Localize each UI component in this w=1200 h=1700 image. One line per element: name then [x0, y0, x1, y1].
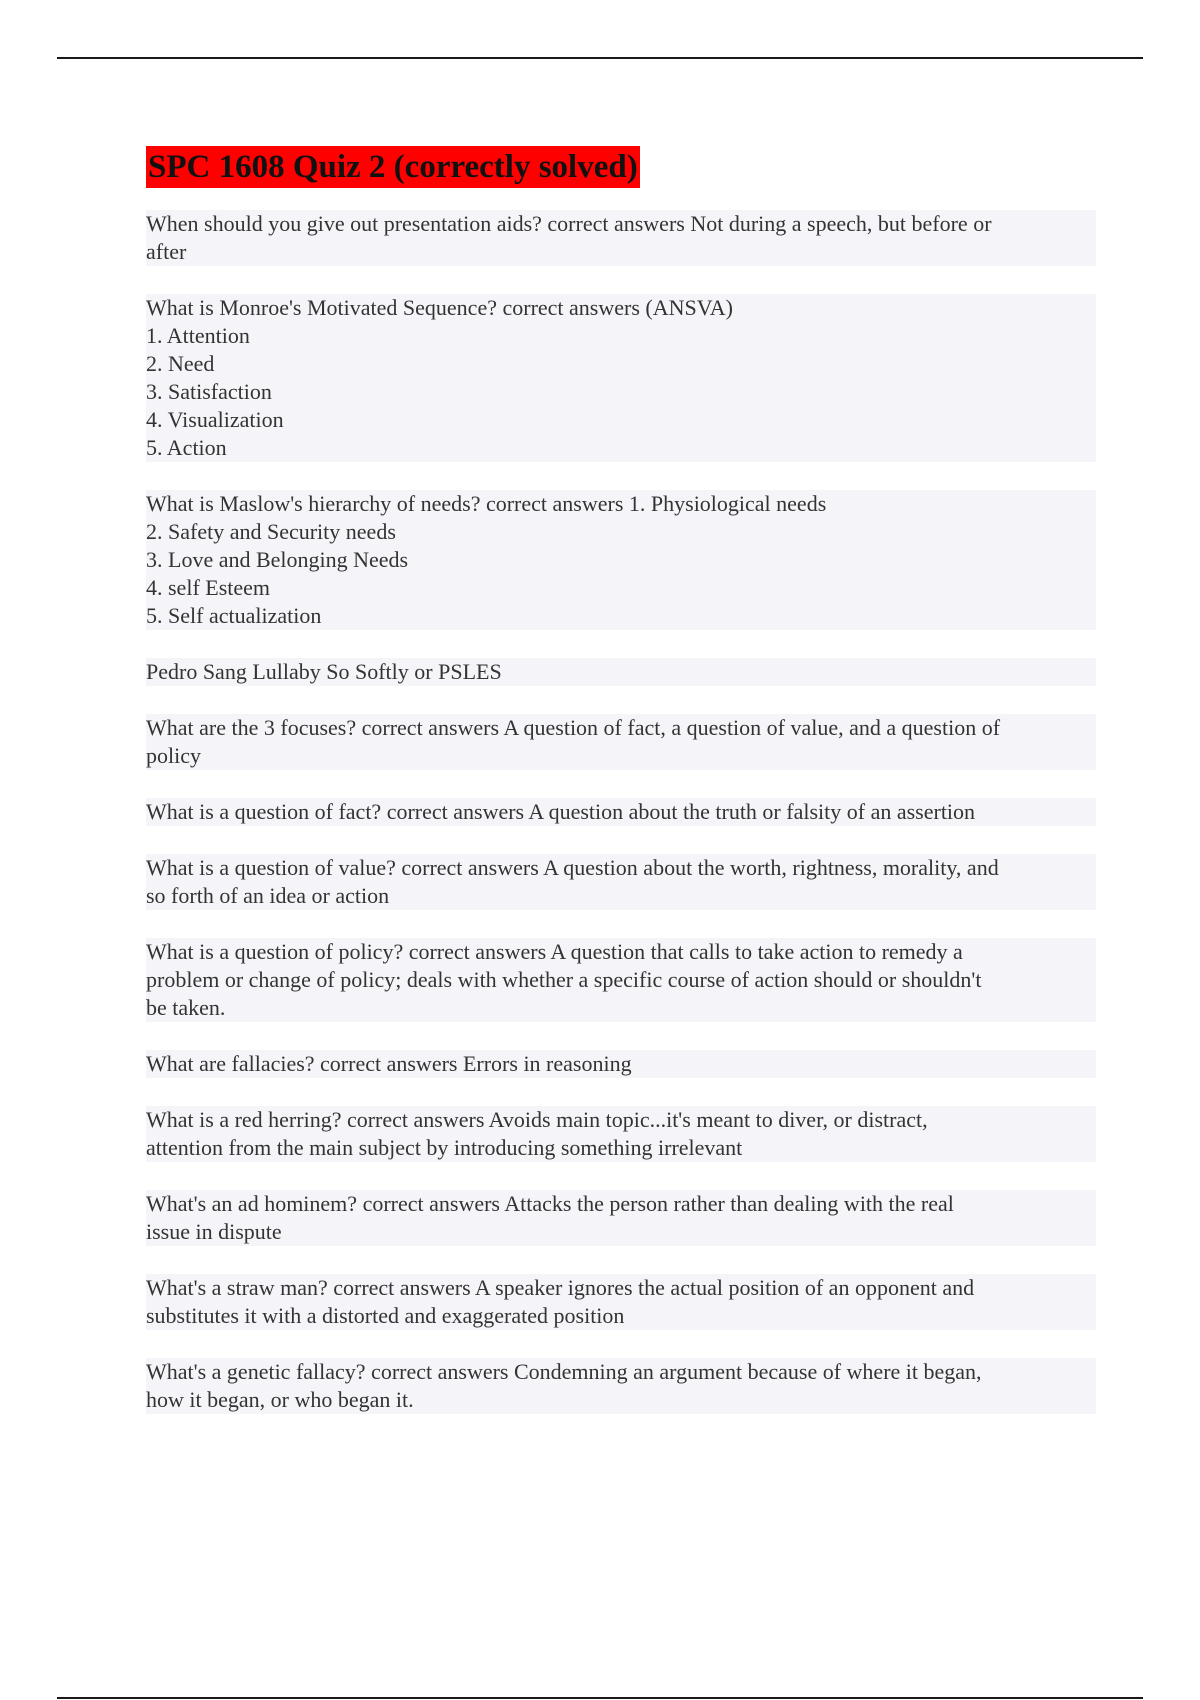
qa-line: 4. Visualization — [146, 406, 1096, 434]
qa-item — [146, 1106, 1096, 1162]
qa-line: issue in dispute — [146, 1218, 1096, 1246]
qa-line: 1. Attention — [146, 322, 1096, 350]
qa-line: 5. Action — [146, 434, 1096, 462]
qa-item — [146, 938, 1096, 1022]
qa-line: 3. Love and Belonging Needs — [146, 546, 1096, 574]
qa-line: What is a question of value? correct answers A question about the worth, rightness, morality, and — [146, 854, 1096, 882]
qa-line: so forth of an idea or action — [146, 882, 1096, 910]
qa-line: 2. Safety and Security needs — [146, 518, 1096, 546]
qa-line: problem or change of policy; deals with whether a specific course of action should or shouldn't — [146, 966, 1096, 994]
qa-item — [146, 1050, 1096, 1078]
qa-line: after — [146, 238, 1096, 266]
qa-line: be taken. — [146, 994, 1096, 1022]
qa-line: When should you give out presentation aids? correct answers Not during a speech, but before or — [146, 210, 1096, 238]
qa-item — [146, 658, 1096, 686]
qa-item — [146, 490, 1096, 630]
qa-item — [146, 854, 1096, 910]
qa-line: What is a question of fact? correct answers A question about the truth or falsity of an assertion — [146, 798, 1096, 826]
qa-list — [146, 210, 1096, 1414]
document-body — [146, 146, 1096, 1442]
qa-line: What are fallacies? correct answers Errors in reasoning — [146, 1050, 1096, 1078]
qa-line: What's a straw man? correct answers A speaker ignores the actual position of an opponent and — [146, 1274, 1096, 1302]
top-rule — [57, 57, 1143, 59]
qa-item — [146, 294, 1096, 462]
qa-line: Pedro Sang Lullaby So Softly or PSLES — [146, 658, 1096, 686]
qa-line: substitutes it with a distorted and exaggerated position — [146, 1302, 1096, 1330]
qa-line: What's a genetic fallacy? correct answers Condemning an argument because of where it began, — [146, 1358, 1096, 1386]
qa-item — [146, 1358, 1096, 1414]
qa-line: What is Monroe's Motivated Sequence? correct answers (ANSVA) — [146, 294, 1096, 322]
qa-line: 2. Need — [146, 350, 1096, 378]
qa-line: 3. Satisfaction — [146, 378, 1096, 406]
qa-line: What is a question of policy? correct answers A question that calls to take action to remedy a — [146, 938, 1096, 966]
qa-line: What's an ad hominem? correct answers Attacks the person rather than dealing with the real — [146, 1190, 1096, 1218]
qa-item — [146, 798, 1096, 826]
title-wrap — [146, 146, 1096, 188]
qa-line: how it began, or who began it. — [146, 1386, 1096, 1414]
qa-line: 4. self Esteem — [146, 574, 1096, 602]
bottom-rule — [57, 1697, 1143, 1699]
qa-item — [146, 1274, 1096, 1330]
qa-item — [146, 1190, 1096, 1246]
qa-line: 5. Self actualization — [146, 602, 1096, 630]
qa-line: attention from the main subject by introducing something irrelevant — [146, 1134, 1096, 1162]
qa-line: What are the 3 focuses? correct answers A question of fact, a question of value, and a question of — [146, 714, 1096, 742]
qa-item — [146, 210, 1096, 266]
qa-line: What is a red herring? correct answers Avoids main topic...it's meant to diver, or distract, — [146, 1106, 1096, 1134]
document-title: SPC 1608 Quiz 2 (correctly solved) — [146, 146, 640, 188]
qa-item — [146, 714, 1096, 770]
qa-line: policy — [146, 742, 1096, 770]
qa-line: What is Maslow's hierarchy of needs? correct answers 1. Physiological needs — [146, 490, 1096, 518]
